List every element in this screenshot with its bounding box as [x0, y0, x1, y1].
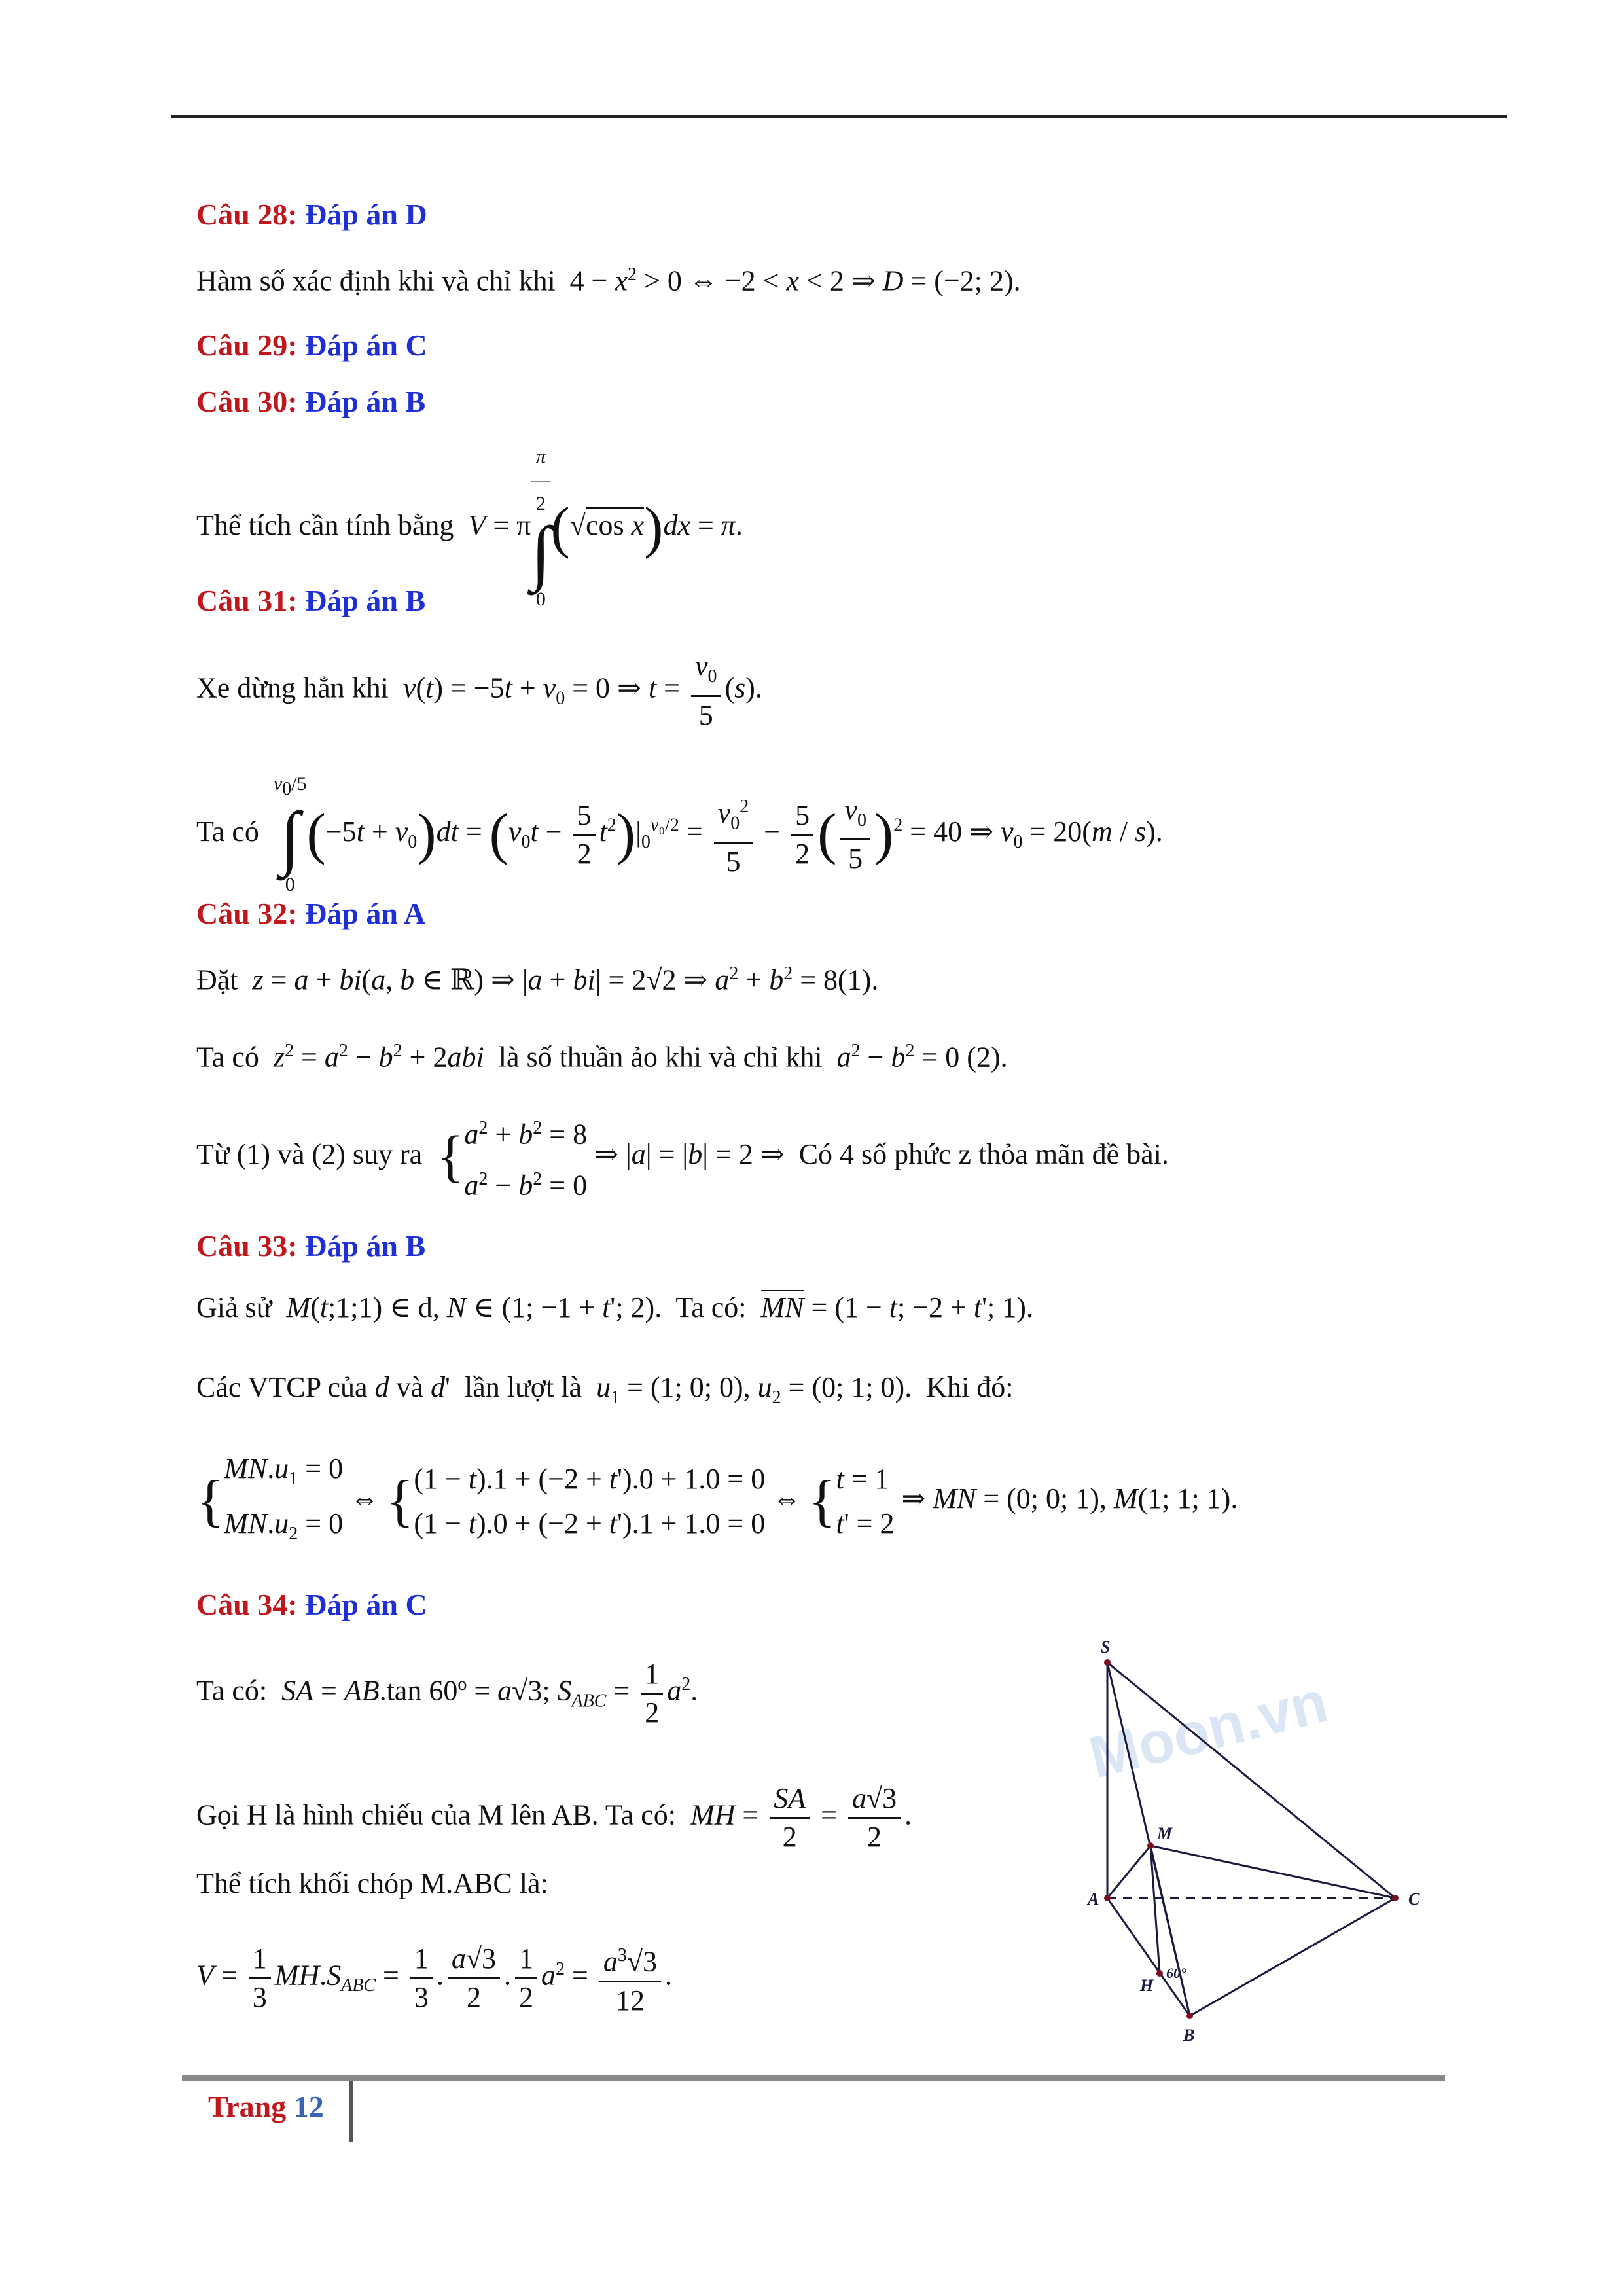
answer-33: Câu 33: Đáp án B — [196, 1229, 426, 1263]
label-M: M — [1157, 1824, 1173, 1843]
solution-34-volume-label: Thể tích khối chóp M.ABC là: — [196, 1867, 548, 1899]
segment-MA — [1107, 1846, 1150, 1898]
answer-31: Câu 31: Đáp án B — [196, 584, 426, 617]
solution-34-volume: V = $\frac{1}{3}$ $MH.S_{ABC}$ = $\frac{1}{3}$ . $\frac{a√3}{2}$ . $\frac{1}{2}$ $a^2$ = $\frac{a^3√3}{12}$ . — [196, 1937, 672, 2019]
answer-32: Câu 32: Đáp án A — [196, 897, 426, 930]
solution-32-pure: Ta có $z^2 = a^2 - b^2 + 2abi$ là số thuần ảo khi và chỉ khi $a^2 - b^2 = 0$ (2). — [196, 1041, 1008, 1073]
edge-BC — [1190, 1898, 1395, 2016]
solution-28: Hàm số xác định khi và chỉ khi $4 - x^2 > 0$ ⇔ −2 < x < 2 ⇒ D = (−2; 2). — [196, 264, 1021, 297]
label-A: A — [1088, 1890, 1099, 1909]
footer-rule — [182, 2075, 1445, 2081]
watermark: Moon.vn — [1083, 1669, 1334, 1791]
solution-34-height: Gọi H là hình chiếu của M lên AB. Ta có: MH = $\frac{SA}{2}$ = $\frac{a√3}{2}$ . — [196, 1780, 912, 1856]
label-S: S — [1101, 1638, 1111, 1657]
solution-30: Thể tích cần tính bằng V = ππ ― 2 ∫ 0(√cos x)dx = π. — [196, 446, 743, 610]
solution-32-system: Từ (1) và (2) suy ra { $a^2 + b^2 = 8$ $a^2 - b^2 = 0$ ⇒ |a| = |b| = 2 ⇒ Có 4 số phức z thỏa mãn đề bài. — [196, 1118, 1169, 1202]
solution-33-vectors: Các VTCP của d và d' lần lượt là $u_1 = (1$; 0; 0), $u_2 = (0$; 1; 0). Khi đó: — [196, 1371, 1014, 1408]
label-B: B — [1183, 2026, 1195, 2045]
footer-separator — [349, 2081, 353, 2142]
page-number: Trang 12 — [208, 2090, 324, 2123]
solution-31-stop: Xe dừng hẳn khi $v(t) = -5t + v_0 = 0$ ⇒ t = $\frac{v_0}{5}$ (s). — [196, 648, 762, 734]
answer-29: Câu 29: Đáp án C — [196, 329, 427, 362]
solution-33-points: Giả sử M(t;1;1) ∈ d, N ∈ (1; −1 + t'; 2). Ta có: MN = (1 − t; −2 + t'; 1). — [196, 1291, 1033, 1323]
answer-30: Câu 30: Đáp án B — [196, 385, 426, 418]
answer-28: Câu 28: Đáp án D — [196, 198, 427, 231]
solution-32-set: Đặt z = a + bi(a, b ∈ ℝ) ⇒ |a + bi| = 2√2 ⇒ $a^2 + b^2 = 8(1)$. — [196, 963, 879, 996]
label-H: H — [1140, 1976, 1154, 1995]
header-rule — [171, 115, 1507, 118]
solution-34-area: Ta có: SA = AB.tan $60^o = a√3$; $S_{ABC}$ = $\frac{1}{2}$ $a^2$. — [196, 1656, 698, 1731]
edge-AB — [1107, 1898, 1190, 2016]
segment-MC — [1150, 1846, 1395, 1898]
label-C: C — [1408, 1890, 1420, 1909]
pyramid-figure — [1047, 1617, 1453, 2049]
solution-31-integral: Ta có $v_0/5$ ∫ $0(-5t + v_0)dt = (v_0t$ − $\frac{5}{2}$ $t^2)|_0^{v_0/2}$ = $\frac{v_0^2}{5}$ − $\frac{5}{2}$ ( $\frac{v_0}{5}$ )$^2$ = 40 ⇒ $v_0 = 20(m / s)$. — [196, 773, 1163, 895]
solution-33-system: { $MN.u_1 = 0$ $MN.u_2 = 0$ ⇔ { (1 − t).1 + (−2 + t').0 + 1.0 = 0 (1 − t).0 + (−2 + t').1 + 1.0 = 0 ⇔ { t = 1 t' = 2 ⇒ MN = (0; 0; 1), M(1; 1; 1). — [196, 1452, 1238, 1544]
answer-34: Câu 34: Đáp án C — [196, 1588, 427, 1621]
label-angle: 60° — [1166, 1965, 1186, 1981]
